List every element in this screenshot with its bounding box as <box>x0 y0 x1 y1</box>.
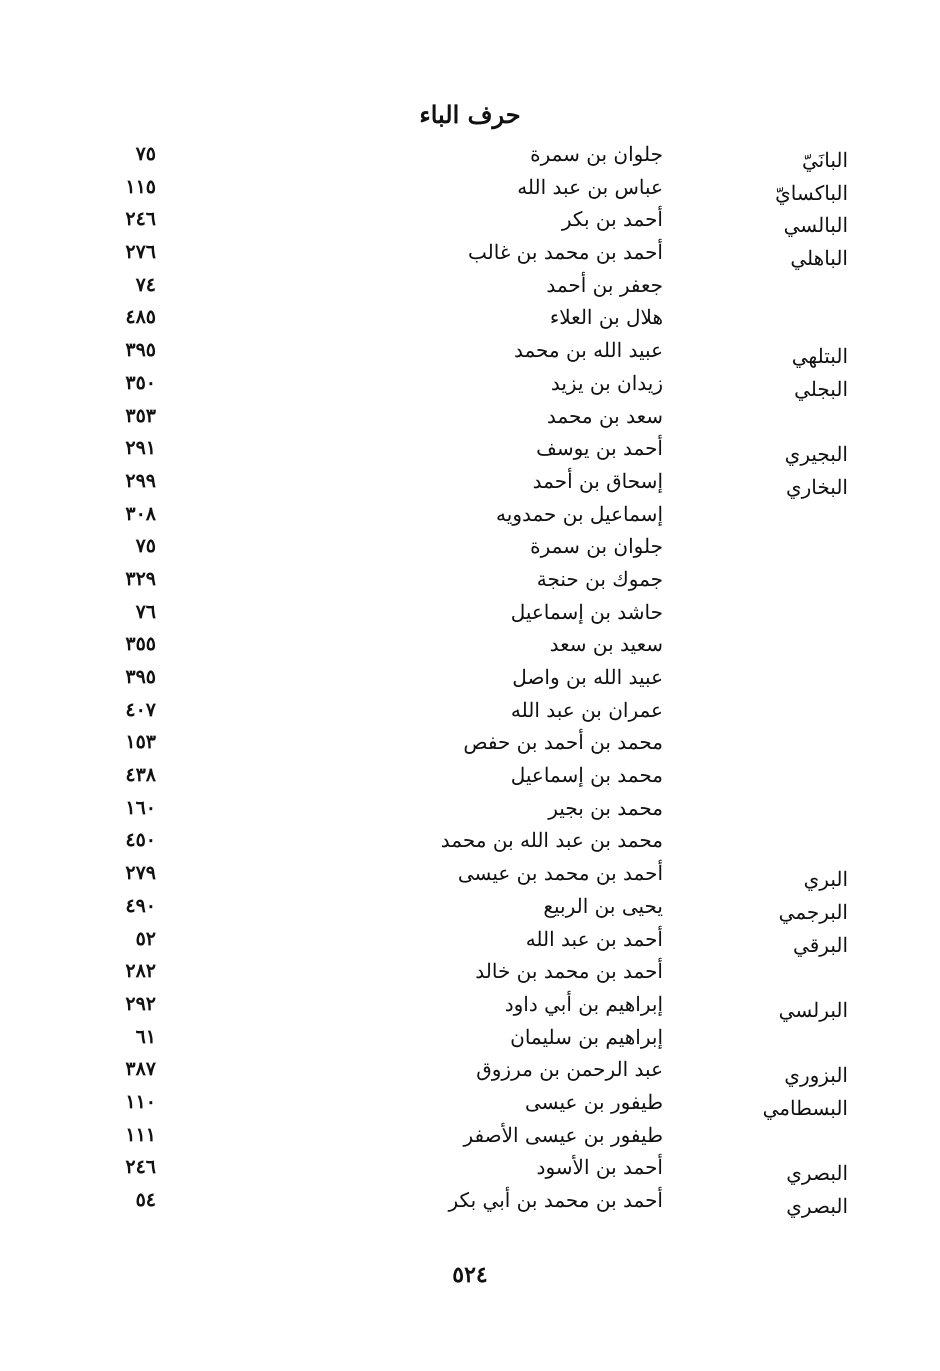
entry-nisba: البالسي <box>783 213 848 238</box>
entry-page-ref: ٣٩٥ <box>125 666 156 688</box>
entry-person-name: يحيى بن الربيع <box>543 893 663 918</box>
entry-person-name: أحمد بن عبد الله <box>525 926 663 951</box>
entry-person-name: سعد بن محمد <box>546 403 663 428</box>
entry-page-ref: ٥٤ <box>135 1189 156 1211</box>
index-entries <box>0 138 940 1217</box>
entry-person-name: أحمد بن محمد بن خالد <box>475 959 663 984</box>
index-entry <box>0 367 940 400</box>
entry-page-ref: ٢٧٦ <box>125 241 156 264</box>
entry-person-name: محمد بن أحمد بن حفص <box>463 730 663 755</box>
index-entry <box>0 1184 940 1217</box>
entry-person-name: حاشد بن إسماعيل <box>510 599 663 624</box>
entry-person-name: محمد بن بجير <box>548 795 663 820</box>
entry-page-ref: ١٦٠ <box>125 796 156 819</box>
entry-page-ref: ١١٥ <box>125 175 156 198</box>
index-entry <box>0 1086 940 1119</box>
entry-person-name: إسحاق بن أحمد <box>532 468 663 493</box>
entry-page-ref: ٦١ <box>135 1025 156 1048</box>
entry-person-name: أحمد بن يوسف <box>536 436 663 461</box>
index-entry <box>0 269 940 302</box>
entry-page-ref: ٢٧٩ <box>125 862 156 885</box>
entry-page-ref: ٧٥ <box>135 535 156 558</box>
entry-page-ref: ٧٤ <box>135 273 156 296</box>
index-entry <box>0 824 940 857</box>
entry-person-name: أحمد بن الأسود <box>536 1155 663 1180</box>
entry-person-name: عمران بن عبد الله <box>510 697 663 722</box>
index-entry <box>0 988 940 1021</box>
entry-nisba: البجلي <box>794 376 848 401</box>
entry-person-name: أحمد بن بكر <box>561 207 663 232</box>
entry-page-ref: ٤٥٠ <box>125 829 156 852</box>
index-entry <box>0 138 940 171</box>
entry-person-name: عباس بن عبد الله <box>517 174 663 199</box>
entry-person-name: إسماعيل بن حمدويه <box>496 501 663 526</box>
index-entry <box>0 498 940 531</box>
entry-person-name: محمد بن عبد الله بن محمد <box>440 828 663 853</box>
index-entry <box>0 1021 940 1054</box>
index-entry <box>0 236 940 269</box>
entry-person-name: عبد الرحمن بن مرزوق <box>476 1057 663 1082</box>
index-entry <box>0 1119 940 1152</box>
entry-page-ref: ٣٥٣ <box>125 404 156 427</box>
index-entry <box>0 759 940 792</box>
index-entry <box>0 301 940 334</box>
entry-nisba: البجيري <box>784 442 848 467</box>
index-entry <box>0 1151 940 1184</box>
index-entry <box>0 400 940 433</box>
entry-person-name: جموك بن حنجة <box>536 566 663 591</box>
entry-page-ref: ٢٩٩ <box>125 469 156 492</box>
entry-page-ref: ٣٨٧ <box>125 1058 156 1081</box>
entry-person-name: جلوان بن سمرة <box>530 534 663 559</box>
entry-person-name: زيدان بن يزيد <box>550 370 663 395</box>
entry-page-ref: ٣٩٥ <box>125 339 156 362</box>
page-number: ٥٢٤ <box>452 1262 488 1288</box>
entry-nisba: الباكسايّ <box>775 180 848 205</box>
entry-person-name: أحمد بن محمد بن غالب <box>468 240 663 265</box>
entry-page-ref: ١١٠ <box>125 1090 156 1113</box>
index-entry <box>0 530 940 563</box>
entry-page-ref: ٤٠٧ <box>125 698 156 721</box>
index-entry <box>0 890 940 923</box>
entry-nisba: البرقي <box>793 932 848 957</box>
entry-page-ref: ٣٠٨ <box>125 502 156 525</box>
entry-page-ref: ١٥٣ <box>125 731 156 754</box>
entry-person-name: عبيد الله بن محمد <box>513 338 663 363</box>
entry-person-name: سعيد بن سعد <box>549 632 663 657</box>
entry-page-ref: ٣٢٩ <box>125 567 156 590</box>
entry-person-name: محمد بن إسماعيل <box>510 763 663 788</box>
index-entry <box>0 857 940 890</box>
entry-page-ref: ١١١ <box>125 1123 156 1146</box>
index-entry <box>0 171 940 204</box>
entry-nisba: البصري <box>786 1194 848 1218</box>
index-entry <box>0 1053 940 1086</box>
entry-page-ref: ٤٣٨ <box>125 764 156 787</box>
index-entry <box>0 432 940 465</box>
index-entry <box>0 628 940 661</box>
entry-page-ref: ٧٥ <box>135 143 156 165</box>
entry-person-name: جعفر بن أحمد <box>546 272 663 297</box>
entry-nisba: البري <box>803 867 848 892</box>
entry-page-ref: ٣٥٠ <box>125 371 156 394</box>
entry-person-name: طيفور بن عيسى <box>524 1089 663 1114</box>
index-entry <box>0 923 940 956</box>
entry-nisba: البزوري <box>784 1063 848 1088</box>
entry-page-ref: ٢٩١ <box>125 437 156 460</box>
entry-page-ref: ٤٨٥ <box>125 306 156 329</box>
entry-nisba: البانَيّ <box>801 148 848 172</box>
entry-nisba: البرلسي <box>778 997 848 1022</box>
entry-nisba: البرجمي <box>778 899 848 924</box>
entry-person-name: عبيد الله بن واصل <box>512 665 663 689</box>
entry-person-name: هلال بن العلاء <box>549 305 663 330</box>
entry-person-name: طيفور بن عيسى الأصفر <box>463 1122 663 1147</box>
index-entry <box>0 694 940 727</box>
entry-person-name: أحمد بن محمد بن أبي بكر <box>448 1188 663 1212</box>
entry-person-name: إبراهيم بن أبي داود <box>504 991 663 1016</box>
entry-person-name: أحمد بن محمد بن عيسى <box>457 861 663 886</box>
entry-nisba: البخاري <box>785 474 848 499</box>
entry-page-ref: ٢٤٦ <box>125 1156 156 1179</box>
entry-page-ref: ٢٩٢ <box>125 992 156 1015</box>
index-entry <box>0 661 940 694</box>
entry-nisba: البتلهي <box>791 344 848 369</box>
index-entry <box>0 203 940 236</box>
entry-page-ref: ٢٨٢ <box>125 960 156 983</box>
section-heading: حرف الباء <box>419 100 521 129</box>
index-entry <box>0 792 940 825</box>
entry-nisba: البصري <box>786 1161 848 1186</box>
entry-nisba: الباهلي <box>790 246 848 271</box>
index-entry <box>0 726 940 759</box>
entry-page-ref: ٢٤٦ <box>125 208 156 231</box>
index-entry <box>0 596 940 629</box>
entry-nisba: البسطامي <box>762 1095 848 1120</box>
entry-page-ref: ٣٥٥ <box>125 633 156 656</box>
entry-person-name: إبراهيم بن سليمان <box>510 1024 663 1049</box>
index-entry <box>0 955 940 988</box>
entry-page-ref: ٥٢ <box>135 927 156 950</box>
entry-page-ref: ٤٩٠ <box>125 894 156 917</box>
index-entry <box>0 563 940 596</box>
entry-page-ref: ٧٦ <box>135 600 156 623</box>
entry-person-name: جلوان بن سمرة <box>530 142 663 166</box>
index-entry <box>0 334 940 367</box>
index-entry <box>0 465 940 498</box>
